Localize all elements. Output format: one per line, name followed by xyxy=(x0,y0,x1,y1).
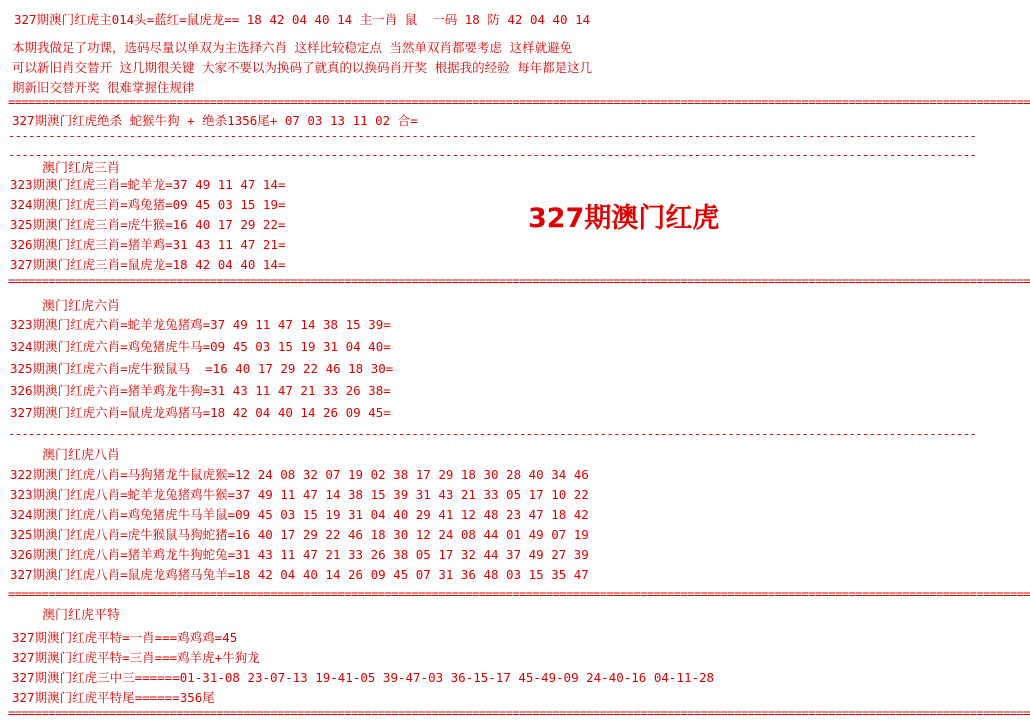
separator: ------------------------------------------------------------------------------------------------------------------------------------------------ xyxy=(8,148,977,162)
separator: ======================================================================================================================================================== xyxy=(8,587,1030,601)
header-summary-line: 327期澳门红虎主014头=蓝红=鼠虎龙== 18 42 04 40 14 主一肖 鼠 一码 18 防 42 04 40 14 xyxy=(14,12,591,27)
six-row: 326期澳门红虎六肖=猪羊鸡龙牛狗=31 43 11 47 21 33 26 38= xyxy=(10,383,391,398)
section-title-pingte: 澳门红虎平特 xyxy=(42,608,121,623)
eight-row: 324期澳门红虎八肖=鸡兔猪虎牛马羊鼠=09 45 03 15 19 31 04 40 29 41 12 48 23 47 18 42 xyxy=(10,507,589,522)
eight-row: 323期澳门红虎八肖=蛇羊龙兔猪鸡牛猴=37 49 11 47 14 38 15 39 31 43 21 33 05 17 10 22 xyxy=(10,487,589,502)
pingte-row: 327期澳门红虎平特尾======356尾 xyxy=(12,690,215,705)
pingte-row: 327期澳门红虎平特=三肖===鸡羊虎+牛狗龙 xyxy=(12,650,260,665)
big-title: 327期澳门红虎 xyxy=(528,203,720,234)
separator: ======================================================================================================================================================== xyxy=(8,95,1030,109)
kill-line: 327期澳门红虎绝杀 蛇猴牛狗 + 绝杀1356尾+ 07 03 13 11 02 合= xyxy=(12,113,418,128)
intro-line-2: 可以新旧肖交替开 这几期很关键 大家不要以为换码了就真的以换码肖开奖 根据我的经验 每年都是这几 xyxy=(12,60,593,75)
eight-row: 325期澳门红虎八肖=虎牛猴鼠马狗蛇猪=16 40 17 29 22 46 18 30 12 24 08 44 01 49 07 19 xyxy=(10,527,589,542)
separator: ------------------------------------------------------------------------------------------------------------------------------------------------ xyxy=(8,129,977,143)
three-row: 326期澳门红虎三肖=猪羊鸡=31 43 11 47 21= xyxy=(10,237,286,252)
pingte-row: 327期澳门红虎平特=一肖===鸡鸡鸡=45 xyxy=(12,630,238,645)
section-title-eight: 澳门红虎八肖 xyxy=(42,448,121,463)
three-row: 323期澳门红虎三肖=蛇羊龙=37 49 11 47 14= xyxy=(10,177,286,192)
separator: ======================================================================================================================================================== xyxy=(8,706,1030,720)
three-row: 325期澳门红虎三肖=虎牛猴=16 40 17 29 22= xyxy=(10,217,286,232)
section-title-six: 澳门红虎六肖 xyxy=(42,299,121,314)
six-row: 327期澳门红虎六肖=鼠虎龙鸡猪马=18 42 04 40 14 26 09 45= xyxy=(10,405,391,420)
pingte-row: 327期澳门红虎三中三======01-31-08 23-07-13 19-41-05 39-47-03 36-15-17 45-49-09 24-40-16 04-11-28 xyxy=(12,670,715,685)
eight-row: 326期澳门红虎八肖=猪羊鸡龙牛狗蛇兔=31 43 11 47 21 33 26 38 05 17 32 44 37 49 27 39 xyxy=(10,547,589,562)
three-row: 324期澳门红虎三肖=鸡兔猪=09 45 03 15 19= xyxy=(10,197,286,212)
intro-line-3: 期新旧交替开奖 很难掌握住规律 xyxy=(12,80,195,95)
six-row: 323期澳门红虎六肖=蛇羊龙兔猪鸡=37 49 11 47 14 38 15 39= xyxy=(10,317,391,332)
six-row: 325期澳门红虎六肖=虎牛猴鼠马 =16 40 17 29 22 46 18 30= xyxy=(10,361,394,376)
eight-row: 327期澳门红虎八肖=鼠虎龙鸡猪马兔羊=18 42 04 40 14 26 09 45 07 31 36 48 03 15 35 47 xyxy=(10,567,589,582)
three-row: 327期澳门红虎三肖=鼠虎龙=18 42 04 40 14= xyxy=(10,257,286,272)
six-row: 324期澳门红虎六肖=鸡兔猪虎牛马=09 45 03 15 19 31 04 40= xyxy=(10,339,391,354)
section-title-three: 澳门红虎三肖 xyxy=(42,161,121,176)
intro-line-1: 本期我做足了功课，选码尽量以单双为主选择六肖 这样比较稳定点 当然单双肖都要考虑 这样就避免 xyxy=(12,40,573,55)
eight-row: 322期澳门红虎八肖=马狗猪龙牛鼠虎猴=12 24 08 32 07 19 02 38 17 29 18 30 28 40 34 46 xyxy=(10,467,589,482)
separator: ======================================================================================================================================================== xyxy=(8,274,1030,288)
separator: ------------------------------------------------------------------------------------------------------------------------------------------------ xyxy=(8,427,977,441)
